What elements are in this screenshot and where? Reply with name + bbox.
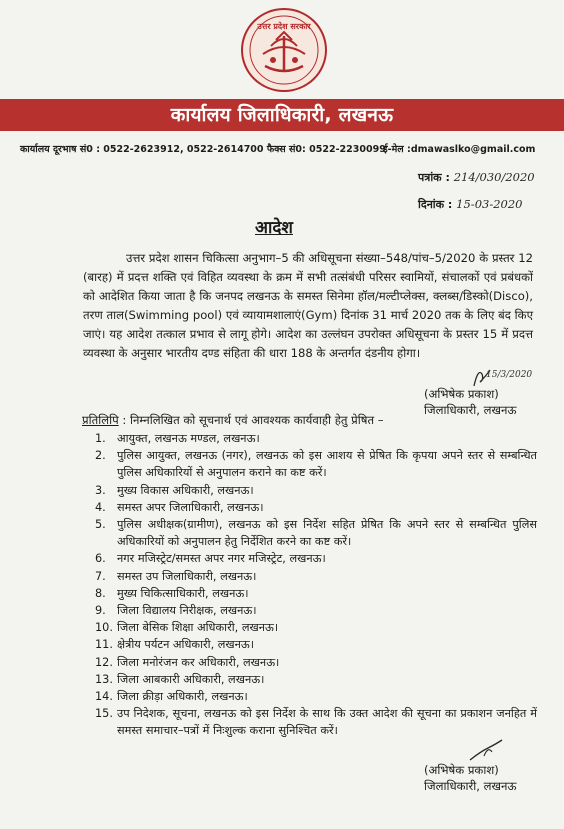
list-item (95, 482, 537, 499)
list-item-number: 1. (95, 432, 106, 445)
list-item-text: जिला मनोरंजन कर अधिकारी, लखनऊ। (117, 655, 280, 669)
list-item-number: 13. (95, 672, 113, 686)
letter-number-value: 214/030/2020 (453, 170, 535, 184)
seal-text: उत्तर प्रदेश सरकार (257, 22, 311, 31)
emblem-icon (243, 10, 325, 90)
list-item-number: 10. (95, 621, 113, 635)
list-item (95, 499, 537, 516)
list-item-number: 6. (95, 552, 106, 566)
list-item-number: 14. (95, 690, 113, 704)
list-item-text: उप निदेशक, सूचना, लखनऊ को इस निर्देश के साथ कि उक्त आदेश की सूचना का प्रकाशन जनहित में समस्त समाचार–पत्रों में निःशुल्क कराना सुनिश्चित करें। (117, 707, 537, 738)
letter-date (418, 197, 522, 212)
list-item-text: जिला क्रीड़ा अधिकारी, लखनऊ। (117, 690, 248, 704)
office-email: ई-मेल :dmawaslko@gmail.com (383, 144, 536, 155)
list-item-number: 7. (95, 569, 106, 583)
list-item-number: 11. (95, 638, 113, 652)
letter-number-label: पत्रांक : (418, 171, 450, 184)
list-item-text: पुलिस अधीक्षक(ग्रामीण), लखनऊ को इस निर्देश सहित प्रेषित कि अपने स्तर से सम्बन्धित पुलिस अधिकारियों को अनुपालन हेतु निर्देशित करने का कष्ट करें। (117, 518, 537, 549)
copy-heading (82, 412, 542, 429)
order-title: आदेश (255, 218, 293, 238)
list-item (95, 430, 537, 447)
list-item-text: मुख्य चिकित्साधिकारी, लखनऊ। (117, 586, 249, 600)
list-item (95, 516, 537, 550)
list-item-text: जिला बेसिक शिक्षा अधिकारी, लखनऊ। (117, 621, 279, 635)
signatory-designation: जिलाधिकारी, लखनऊ (424, 779, 517, 793)
letter-date-value: 15-03-2020 (456, 197, 523, 211)
list-item (95, 619, 537, 636)
list-item (95, 705, 537, 739)
signature-scribble-icon (466, 738, 506, 764)
copy-label: प्रतिलिपि (82, 413, 119, 427)
list-item (95, 447, 537, 481)
list-item-text: आयुक्त, लखनऊ मण्डल, लखनऊ। (117, 432, 260, 445)
office-banner: कार्यालय जिलाधिकारी, लखनऊ (0, 99, 564, 131)
list-item (95, 602, 537, 619)
state-emblem-seal (241, 8, 327, 92)
list-item-number: 4. (95, 500, 106, 514)
list-item (95, 636, 537, 653)
signatory-designation: जिलाधिकारी, लखनऊ (424, 403, 517, 417)
list-item-number: 12. (95, 655, 113, 669)
letter-number (418, 170, 535, 185)
copy-recipient-list (95, 430, 537, 740)
signatory-name: (अभिषेक प्रकाश) (424, 387, 499, 401)
list-item-number: 8. (95, 586, 106, 600)
list-item-text: जिला विद्यालय निरीक्षक, लखनऊ। (117, 604, 257, 618)
office-phone: कार्यालय दूरभाष सं0 : 0522-2623912, 0522-2614700 फैक्स सं0: 0522-2230099 (20, 144, 386, 155)
list-item (95, 688, 537, 705)
signature-block-bottom (424, 762, 517, 794)
list-item-text: नगर मजिस्ट्रेट/समस्त अपर नगर मजिस्ट्रेट, लखनऊ। (117, 552, 326, 566)
list-item (95, 654, 537, 671)
list-item (95, 550, 537, 567)
list-item-number: 2. (95, 449, 106, 463)
list-item-text: क्षेत्रीय पर्यटन अधिकारी, लखनऊ। (117, 638, 255, 652)
list-item-number: 15. (95, 707, 113, 721)
order-body: उत्तर प्रदेश शासन चिकित्सा अनुभाग–5 की अधिसूचना संख्या–548/पांच–5/2020 के प्रस्तर 12 (बारह) में प्रदत्त शक्ति एवं विहित व्यवस्था के क्रम में सभी तत्संबंधी परिसर स्वामियों, संचालकों एवं प्रबंधकों को आदेशित किया जाता है कि जनपद लखनऊ के समस्त सिनेमा हॉल/मल्टीप्लेक्स, क्लब्स/डिस्को(Disco), तरण ताल(Swimming pool) एवं व्यायामशालाएं(Gym) दिनांक 31 मार्च 2020 तक के लिए बंद किए जाएं। यह आदेश तत्काल प्रभाव से लागू होगे। आदेश का उल्लंघन उपरोक्त अधिसूचना के प्रस्तर 15 में प्रदत्त व्यवस्था के अनुसार भारतीय दण्ड संहिता की धारा 188 के अन्तर्गत दंडनीय होगा। (83, 251, 533, 360)
list-item (95, 585, 537, 602)
list-item (95, 671, 537, 688)
list-item (95, 568, 537, 585)
list-item-number: 3. (95, 483, 106, 497)
list-item-text: जिला आबकारी अधिकारी, लखनऊ। (117, 672, 265, 686)
copy-intro: : निम्नलिखित को सूचनार्थ एवं आवश्यक कार्यवाही हेतु प्रेषित – (122, 413, 384, 427)
list-item-number: 9. (95, 604, 106, 618)
list-item-text: पुलिस आयुक्त, लखनऊ (नगर), लखनऊ को इस आशय से प्रेषित कि कृपया अपने स्तर से सम्बन्धित पुलिस अधिकारियों से अनुपालन कराने का कष्ट करें। (117, 449, 537, 480)
list-item-text: समस्त अपर जिलाधिकारी, लखनऊ। (117, 500, 264, 514)
signatory-name: (अभिषेक प्रकाश) (424, 763, 499, 777)
list-item-text: मुख्य विकास अधिकारी, लखनऊ। (117, 483, 254, 497)
signature-initials-date: 15/3/2020 (486, 370, 533, 380)
letter-date-label: दिनांक : (418, 198, 453, 211)
list-item-text: समस्त उप जिलाधिकारी, लखनऊ। (117, 569, 257, 583)
list-item-number: 5. (95, 518, 106, 532)
